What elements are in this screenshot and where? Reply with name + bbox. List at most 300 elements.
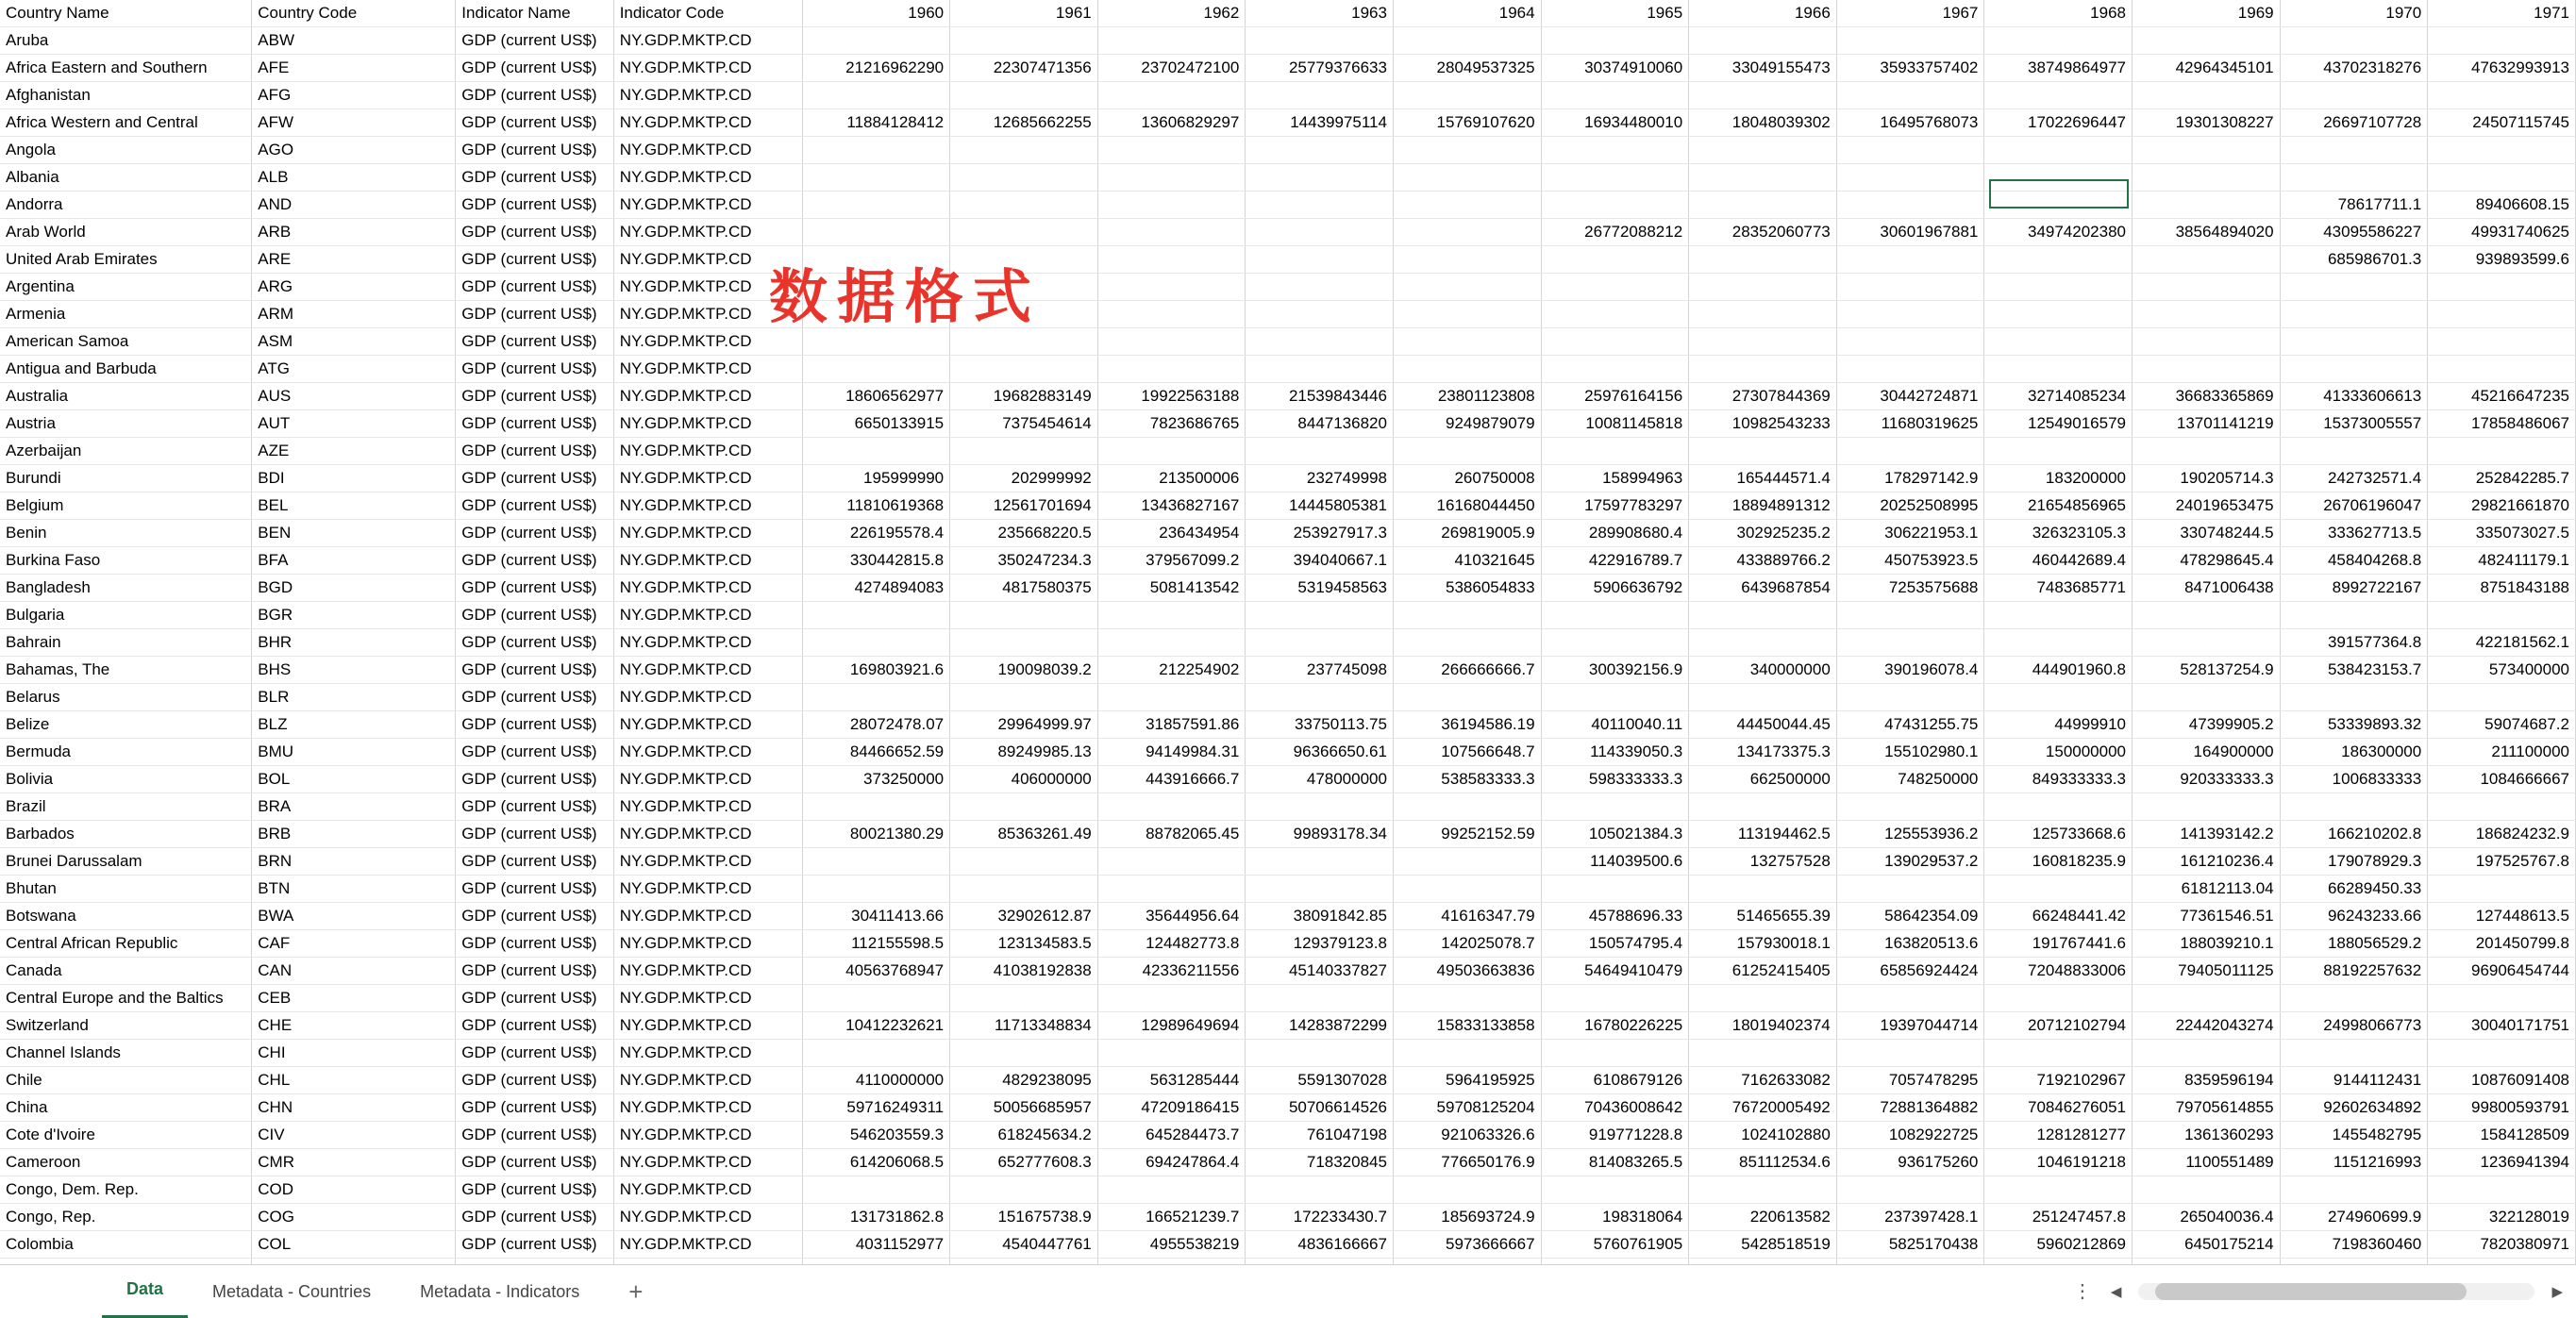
- cell-country_name[interactable]: Andorra: [0, 192, 252, 219]
- cell-1966[interactable]: [1689, 1040, 1837, 1067]
- cell-1964[interactable]: [1393, 328, 1541, 356]
- cell-country_code[interactable]: AFW: [252, 109, 456, 137]
- cell-1963[interactable]: 8447136820: [1246, 410, 1394, 438]
- cell-1964[interactable]: [1393, 301, 1541, 328]
- cell-1968[interactable]: [1984, 1176, 2133, 1204]
- cell-1968[interactable]: [1984, 328, 2133, 356]
- cell-1964[interactable]: 99252152.59: [1393, 821, 1541, 848]
- cell-1961[interactable]: [950, 985, 1098, 1012]
- cell-country_name[interactable]: Austria: [0, 410, 252, 438]
- table-row[interactable]: [0, 82, 2576, 109]
- cell-1968[interactable]: [1984, 192, 2133, 219]
- cell-1969[interactable]: 38564894020: [2133, 219, 2281, 246]
- cell-1961[interactable]: [950, 602, 1098, 629]
- cell-indicator_name[interactable]: GDP (current US$): [456, 465, 613, 492]
- cell-indicator_code[interactable]: NY.GDP.MKTP.CD: [613, 985, 802, 1012]
- column-header-indicator-name[interactable]: Indicator Name: [456, 0, 613, 27]
- cell-1966[interactable]: 33049155473: [1689, 55, 1837, 82]
- cell-1962[interactable]: [1097, 27, 1246, 55]
- cell-1962[interactable]: [1097, 82, 1246, 109]
- cell-1961[interactable]: [950, 793, 1098, 821]
- cell-1962[interactable]: [1097, 164, 1246, 192]
- cell-1965[interactable]: [1541, 438, 1689, 465]
- cell-1968[interactable]: 160818235.9: [1984, 848, 2133, 876]
- cell-1967[interactable]: [1836, 246, 1984, 274]
- cell-1961[interactable]: [950, 1040, 1098, 1067]
- cell-1963[interactable]: 99893178.34: [1246, 821, 1394, 848]
- table-row[interactable]: [0, 356, 2576, 383]
- cell-1970[interactable]: 78617711.1: [2280, 192, 2428, 219]
- cell-1961[interactable]: 235668220.5: [950, 520, 1098, 547]
- cell-1970[interactable]: 7198360460: [2280, 1231, 2428, 1259]
- cell-1961[interactable]: 4829238095: [950, 1067, 1098, 1094]
- cell-1960[interactable]: 330442815.8: [802, 547, 950, 575]
- cell-1961[interactable]: [950, 219, 1098, 246]
- cell-country_code[interactable]: CHN: [252, 1094, 456, 1122]
- scroll-left-icon[interactable]: ◀: [2110, 1284, 2122, 1300]
- cell-1969[interactable]: 920333333.3: [2133, 766, 2281, 793]
- cell-1963[interactable]: [1246, 793, 1394, 821]
- table-row[interactable]: [0, 848, 2576, 876]
- cell-1967[interactable]: [1836, 1176, 1984, 1204]
- cell-1960[interactable]: 10412232621: [802, 1012, 950, 1040]
- cell-1960[interactable]: [802, 876, 950, 903]
- cell-1961[interactable]: [950, 301, 1098, 328]
- cell-1967[interactable]: 30601967881: [1836, 219, 1984, 246]
- cell-1970[interactable]: 24998066773: [2280, 1012, 2428, 1040]
- cell-1971[interactable]: 482411179.1: [2428, 547, 2576, 575]
- cell-1964[interactable]: [1393, 438, 1541, 465]
- cell-1971[interactable]: [2428, 438, 2576, 465]
- cell-1967[interactable]: [1836, 137, 1984, 164]
- cell-indicator_name[interactable]: GDP (current US$): [456, 27, 613, 55]
- cell-1966[interactable]: 18894891312: [1689, 492, 1837, 520]
- cell-1969[interactable]: 141393142.2: [2133, 821, 2281, 848]
- table-row[interactable]: [0, 109, 2576, 137]
- cell-1965[interactable]: [1541, 328, 1689, 356]
- cell-1967[interactable]: 58642354.09: [1836, 903, 1984, 930]
- cell-1968[interactable]: 1046191218: [1984, 1149, 2133, 1176]
- cell-1970[interactable]: [2280, 793, 2428, 821]
- cell-1966[interactable]: 6439687854: [1689, 575, 1837, 602]
- cell-1960[interactable]: 546203559.3: [802, 1122, 950, 1149]
- cell-1963[interactable]: 5591307028: [1246, 1067, 1394, 1094]
- cell-1967[interactable]: [1836, 793, 1984, 821]
- cell-indicator_name[interactable]: GDP (current US$): [456, 793, 613, 821]
- cell-indicator_code[interactable]: NY.GDP.MKTP.CD: [613, 1231, 802, 1259]
- cell-1970[interactable]: 66289450.33: [2280, 876, 2428, 903]
- cell-1964[interactable]: 23801123808: [1393, 383, 1541, 410]
- cell-1964[interactable]: 5964195925: [1393, 1067, 1541, 1094]
- cell-1970[interactable]: [2280, 684, 2428, 711]
- cell-1965[interactable]: 114039500.6: [1541, 848, 1689, 876]
- cell-1962[interactable]: 645284473.7: [1097, 1122, 1246, 1149]
- table-row[interactable]: [0, 547, 2576, 575]
- cell-indicator_name[interactable]: GDP (current US$): [456, 219, 613, 246]
- cell-indicator_code[interactable]: NY.GDP.MKTP.CD: [613, 930, 802, 958]
- cell-1965[interactable]: [1541, 82, 1689, 109]
- cell-1960[interactable]: 40563768947: [802, 958, 950, 985]
- cell-1961[interactable]: 4817580375: [950, 575, 1098, 602]
- cell-1969[interactable]: 6450175214: [2133, 1231, 2281, 1259]
- cell-1961[interactable]: 406000000: [950, 766, 1098, 793]
- cell-country_name[interactable]: Bangladesh: [0, 575, 252, 602]
- cell-1960[interactable]: 4274894083: [802, 575, 950, 602]
- cell-indicator_code[interactable]: NY.GDP.MKTP.CD: [613, 301, 802, 328]
- cell-1970[interactable]: [2280, 164, 2428, 192]
- cell-1968[interactable]: 70846276051: [1984, 1094, 2133, 1122]
- cell-1960[interactable]: [802, 27, 950, 55]
- cell-1960[interactable]: 18606562977: [802, 383, 950, 410]
- cell-1964[interactable]: [1393, 684, 1541, 711]
- cell-1968[interactable]: [1984, 629, 2133, 657]
- cell-1965[interactable]: [1541, 164, 1689, 192]
- cell-1969[interactable]: 8471006438: [2133, 575, 2281, 602]
- cell-1971[interactable]: [2428, 328, 2576, 356]
- cell-1968[interactable]: [1984, 164, 2133, 192]
- cell-1966[interactable]: [1689, 274, 1837, 301]
- cell-1971[interactable]: [2428, 876, 2576, 903]
- cell-1966[interactable]: 7162633082: [1689, 1067, 1837, 1094]
- cell-indicator_name[interactable]: GDP (current US$): [456, 684, 613, 711]
- cell-1965[interactable]: [1541, 793, 1689, 821]
- cell-1971[interactable]: [2428, 27, 2576, 55]
- cell-1968[interactable]: [1984, 684, 2133, 711]
- table-row[interactable]: [0, 711, 2576, 739]
- cell-1962[interactable]: 694247864.4: [1097, 1149, 1246, 1176]
- cell-1963[interactable]: [1246, 356, 1394, 383]
- cell-1969[interactable]: 164900000: [2133, 739, 2281, 766]
- cell-1960[interactable]: [802, 684, 950, 711]
- cell-1971[interactable]: 7820380971: [2428, 1231, 2576, 1259]
- cell-country_name[interactable]: Bermuda: [0, 739, 252, 766]
- cell-indicator_code[interactable]: NY.GDP.MKTP.CD: [613, 137, 802, 164]
- cell-1964[interactable]: 59708125204: [1393, 1094, 1541, 1122]
- cell-1965[interactable]: 70436008642: [1541, 1094, 1689, 1122]
- cell-1965[interactable]: 158994963: [1541, 465, 1689, 492]
- cell-country_code[interactable]: CHI: [252, 1040, 456, 1067]
- cell-indicator_code[interactable]: NY.GDP.MKTP.CD: [613, 1204, 802, 1231]
- cell-1970[interactable]: [2280, 27, 2428, 55]
- cell-1965[interactable]: 300392156.9: [1541, 657, 1689, 684]
- cell-country_name[interactable]: Canada: [0, 958, 252, 985]
- cell-1969[interactable]: [2133, 137, 2281, 164]
- cell-country_code[interactable]: ABW: [252, 27, 456, 55]
- cell-1966[interactable]: 5428518519: [1689, 1231, 1837, 1259]
- cell-country_name[interactable]: Central Europe and the Baltics: [0, 985, 252, 1012]
- cell-1964[interactable]: [1393, 82, 1541, 109]
- cell-indicator_name[interactable]: GDP (current US$): [456, 82, 613, 109]
- cell-1961[interactable]: 41038192838: [950, 958, 1098, 985]
- cell-1962[interactable]: [1097, 985, 1246, 1012]
- cell-1961[interactable]: [950, 164, 1098, 192]
- cell-1960[interactable]: [802, 219, 950, 246]
- cell-1970[interactable]: 1006833333: [2280, 766, 2428, 793]
- table-row[interactable]: [0, 1176, 2576, 1204]
- cell-country_code[interactable]: AZE: [252, 438, 456, 465]
- cell-1971[interactable]: [2428, 82, 2576, 109]
- cell-1967[interactable]: [1836, 274, 1984, 301]
- table-row[interactable]: [0, 465, 2576, 492]
- cell-1971[interactable]: [2428, 1176, 2576, 1204]
- cell-1961[interactable]: 32902612.87: [950, 903, 1098, 930]
- cell-1964[interactable]: [1393, 246, 1541, 274]
- cell-1970[interactable]: 88192257632: [2280, 958, 2428, 985]
- cell-1969[interactable]: [2133, 301, 2281, 328]
- cell-1965[interactable]: 40110040.11: [1541, 711, 1689, 739]
- cell-1964[interactable]: [1393, 274, 1541, 301]
- cell-1964[interactable]: 15769107620: [1393, 109, 1541, 137]
- cell-1961[interactable]: 190098039.2: [950, 657, 1098, 684]
- cell-indicator_code[interactable]: NY.GDP.MKTP.CD: [613, 274, 802, 301]
- cell-1967[interactable]: 11680319625: [1836, 410, 1984, 438]
- cell-1965[interactable]: 25976164156: [1541, 383, 1689, 410]
- cell-1962[interactable]: 5081413542: [1097, 575, 1246, 602]
- cell-indicator_name[interactable]: GDP (current US$): [456, 575, 613, 602]
- table-row[interactable]: [0, 492, 2576, 520]
- cell-1970[interactable]: [2280, 301, 2428, 328]
- cell-1969[interactable]: 19301308227: [2133, 109, 2281, 137]
- cell-1962[interactable]: 124482773.8: [1097, 930, 1246, 958]
- cell-1961[interactable]: 618245634.2: [950, 1122, 1098, 1149]
- cell-1968[interactable]: 21654856965: [1984, 492, 2133, 520]
- table-row[interactable]: [0, 1067, 2576, 1094]
- cell-1961[interactable]: [950, 876, 1098, 903]
- cell-1969[interactable]: [2133, 82, 2281, 109]
- cell-1967[interactable]: [1836, 985, 1984, 1012]
- cell-indicator_code[interactable]: NY.GDP.MKTP.CD: [613, 711, 802, 739]
- cell-indicator_name[interactable]: GDP (current US$): [456, 711, 613, 739]
- cell-country_name[interactable]: Congo, Dem. Rep.: [0, 1176, 252, 1204]
- cell-1961[interactable]: [950, 137, 1098, 164]
- cell-country_name[interactable]: Central African Republic: [0, 930, 252, 958]
- cell-indicator_code[interactable]: NY.GDP.MKTP.CD: [613, 27, 802, 55]
- cell-1960[interactable]: [802, 356, 950, 383]
- cell-1961[interactable]: [950, 27, 1098, 55]
- cell-country_name[interactable]: Burundi: [0, 465, 252, 492]
- cell-country_code[interactable]: AGO: [252, 137, 456, 164]
- cell-1970[interactable]: 43702318276: [2280, 55, 2428, 82]
- cell-country_code[interactable]: BRA: [252, 793, 456, 821]
- cell-1967[interactable]: [1836, 27, 1984, 55]
- cell-1966[interactable]: 27307844369: [1689, 383, 1837, 410]
- cell-1963[interactable]: [1246, 164, 1394, 192]
- cell-1963[interactable]: [1246, 246, 1394, 274]
- cell-1966[interactable]: 76720005492: [1689, 1094, 1837, 1122]
- cell-indicator_code[interactable]: NY.GDP.MKTP.CD: [613, 55, 802, 82]
- cell-country_code[interactable]: BDI: [252, 465, 456, 492]
- cell-country_code[interactable]: BHR: [252, 629, 456, 657]
- cell-1967[interactable]: 237397428.1: [1836, 1204, 1984, 1231]
- cell-1971[interactable]: 24507115745: [2428, 109, 2576, 137]
- cell-1969[interactable]: 79405011125: [2133, 958, 2281, 985]
- cell-1969[interactable]: 47399905.2: [2133, 711, 2281, 739]
- cell-1971[interactable]: [2428, 301, 2576, 328]
- cell-1966[interactable]: [1689, 876, 1837, 903]
- cell-1967[interactable]: 5825170438: [1836, 1231, 1984, 1259]
- cell-country_code[interactable]: AFG: [252, 82, 456, 109]
- cell-1968[interactable]: 38749864977: [1984, 55, 2133, 82]
- cell-1964[interactable]: 5386054833: [1393, 575, 1541, 602]
- cell-1964[interactable]: 266666666.7: [1393, 657, 1541, 684]
- cell-1963[interactable]: [1246, 602, 1394, 629]
- cell-1966[interactable]: 132757528: [1689, 848, 1837, 876]
- cell-1963[interactable]: [1246, 1176, 1394, 1204]
- cell-country_code[interactable]: ARB: [252, 219, 456, 246]
- cell-1967[interactable]: 7253575688: [1836, 575, 1984, 602]
- cell-1962[interactable]: 212254902: [1097, 657, 1246, 684]
- cell-1961[interactable]: [950, 438, 1098, 465]
- cell-country_code[interactable]: BGR: [252, 602, 456, 629]
- cell-indicator_name[interactable]: GDP (current US$): [456, 137, 613, 164]
- cell-1965[interactable]: 54649410479: [1541, 958, 1689, 985]
- cell-country_code[interactable]: ALB: [252, 164, 456, 192]
- cell-1960[interactable]: [802, 438, 950, 465]
- cell-1962[interactable]: 379567099.2: [1097, 547, 1246, 575]
- column-header-1964[interactable]: 1964: [1393, 0, 1541, 27]
- cell-indicator_name[interactable]: GDP (current US$): [456, 629, 613, 657]
- cell-1963[interactable]: [1246, 219, 1394, 246]
- cell-1964[interactable]: 41616347.79: [1393, 903, 1541, 930]
- table-row[interactable]: [0, 27, 2576, 55]
- cell-1969[interactable]: 24019653475: [2133, 492, 2281, 520]
- table-row[interactable]: [0, 575, 2576, 602]
- cell-country_code[interactable]: CHE: [252, 1012, 456, 1040]
- cell-indicator_code[interactable]: NY.GDP.MKTP.CD: [613, 739, 802, 766]
- cell-1965[interactable]: [1541, 1176, 1689, 1204]
- cell-1964[interactable]: [1393, 164, 1541, 192]
- cell-1960[interactable]: 4110000000: [802, 1067, 950, 1094]
- cell-indicator_code[interactable]: NY.GDP.MKTP.CD: [613, 1067, 802, 1094]
- cell-1961[interactable]: 11713348834: [950, 1012, 1098, 1040]
- cell-1968[interactable]: 12549016579: [1984, 410, 2133, 438]
- cell-1969[interactable]: [2133, 629, 2281, 657]
- scrollbar-thumb[interactable]: [2155, 1283, 2467, 1300]
- cell-1960[interactable]: [802, 985, 950, 1012]
- cell-country_name[interactable]: Barbados: [0, 821, 252, 848]
- cell-1960[interactable]: 614206068.5: [802, 1149, 950, 1176]
- cell-country_name[interactable]: Argentina: [0, 274, 252, 301]
- cell-1961[interactable]: [950, 82, 1098, 109]
- cell-1968[interactable]: 150000000: [1984, 739, 2133, 766]
- cell-indicator_name[interactable]: GDP (current US$): [456, 164, 613, 192]
- cell-indicator_name[interactable]: GDP (current US$): [456, 657, 613, 684]
- cell-1968[interactable]: [1984, 793, 2133, 821]
- cell-1969[interactable]: [2133, 356, 2281, 383]
- cell-1969[interactable]: 8359596194: [2133, 1067, 2281, 1094]
- cell-1966[interactable]: 10982543233: [1689, 410, 1837, 438]
- cell-country_name[interactable]: Colombia: [0, 1231, 252, 1259]
- cell-1966[interactable]: 51465655.39: [1689, 903, 1837, 930]
- cell-1968[interactable]: [1984, 1040, 2133, 1067]
- cell-indicator_code[interactable]: NY.GDP.MKTP.CD: [613, 1176, 802, 1204]
- cell-1963[interactable]: 14445805381: [1246, 492, 1394, 520]
- cell-1970[interactable]: [2280, 356, 2428, 383]
- cell-1969[interactable]: [2133, 438, 2281, 465]
- cell-country_name[interactable]: American Samoa: [0, 328, 252, 356]
- cell-country_code[interactable]: COD: [252, 1176, 456, 1204]
- table-row[interactable]: [0, 274, 2576, 301]
- cell-country_name[interactable]: Cote d'Ivoire: [0, 1122, 252, 1149]
- cell-1964[interactable]: [1393, 192, 1541, 219]
- cell-country_code[interactable]: BHS: [252, 657, 456, 684]
- table-row[interactable]: [0, 1012, 2576, 1040]
- cell-indicator_code[interactable]: NY.GDP.MKTP.CD: [613, 383, 802, 410]
- cell-1967[interactable]: 47431255.75: [1836, 711, 1984, 739]
- column-header-1968[interactable]: 1968: [1984, 0, 2133, 27]
- cell-1961[interactable]: 151675738.9: [950, 1204, 1098, 1231]
- cell-country_code[interactable]: BEL: [252, 492, 456, 520]
- cell-1966[interactable]: 61252415405: [1689, 958, 1837, 985]
- cell-indicator_code[interactable]: NY.GDP.MKTP.CD: [613, 1094, 802, 1122]
- cell-country_name[interactable]: Angola: [0, 137, 252, 164]
- cell-1970[interactable]: [2280, 602, 2428, 629]
- cell-indicator_code[interactable]: NY.GDP.MKTP.CD: [613, 848, 802, 876]
- cell-1960[interactable]: 11810619368: [802, 492, 950, 520]
- cell-country_code[interactable]: CMR: [252, 1149, 456, 1176]
- cell-1965[interactable]: 30374910060: [1541, 55, 1689, 82]
- cell-1962[interactable]: 236434954: [1097, 520, 1246, 547]
- cell-1964[interactable]: 28049537325: [1393, 55, 1541, 82]
- column-header-1966[interactable]: 1966: [1689, 0, 1837, 27]
- cell-1964[interactable]: [1393, 793, 1541, 821]
- cell-1960[interactable]: [802, 82, 950, 109]
- cell-indicator_name[interactable]: GDP (current US$): [456, 958, 613, 985]
- cell-indicator_name[interactable]: GDP (current US$): [456, 930, 613, 958]
- cell-1965[interactable]: [1541, 684, 1689, 711]
- cell-1962[interactable]: 213500006: [1097, 465, 1246, 492]
- cell-1970[interactable]: 26697107728: [2280, 109, 2428, 137]
- table-row[interactable]: [0, 246, 2576, 274]
- cell-country_name[interactable]: Belarus: [0, 684, 252, 711]
- cell-indicator_code[interactable]: NY.GDP.MKTP.CD: [613, 766, 802, 793]
- cell-1971[interactable]: [2428, 356, 2576, 383]
- cell-indicator_code[interactable]: NY.GDP.MKTP.CD: [613, 575, 802, 602]
- cell-1961[interactable]: 4540447761: [950, 1231, 1098, 1259]
- table-row[interactable]: [0, 438, 2576, 465]
- cell-1970[interactable]: 179078929.3: [2280, 848, 2428, 876]
- cell-1966[interactable]: [1689, 27, 1837, 55]
- cell-1962[interactable]: [1097, 602, 1246, 629]
- cell-1968[interactable]: 34974202380: [1984, 219, 2133, 246]
- cell-1967[interactable]: 65856924424: [1836, 958, 1984, 985]
- cell-1969[interactable]: 22442043274: [2133, 1012, 2281, 1040]
- table-row[interactable]: [0, 192, 2576, 219]
- cell-1965[interactable]: 17597783297: [1541, 492, 1689, 520]
- cell-1961[interactable]: 50056685957: [950, 1094, 1098, 1122]
- cell-1960[interactable]: [802, 629, 950, 657]
- cell-1966[interactable]: [1689, 684, 1837, 711]
- cell-1965[interactable]: [1541, 356, 1689, 383]
- cell-1967[interactable]: [1836, 301, 1984, 328]
- cell-1963[interactable]: 5319458563: [1246, 575, 1394, 602]
- cell-1960[interactable]: 59716249311: [802, 1094, 950, 1122]
- cell-indicator_code[interactable]: NY.GDP.MKTP.CD: [613, 438, 802, 465]
- cell-1969[interactable]: [2133, 246, 2281, 274]
- cell-1965[interactable]: 114339050.3: [1541, 739, 1689, 766]
- cell-1970[interactable]: [2280, 985, 2428, 1012]
- cell-1962[interactable]: [1097, 137, 1246, 164]
- cell-country_code[interactable]: ATG: [252, 356, 456, 383]
- cell-1961[interactable]: 29964999.97: [950, 711, 1098, 739]
- cell-1967[interactable]: 306221953.1: [1836, 520, 1984, 547]
- cell-1964[interactable]: 16168044450: [1393, 492, 1541, 520]
- table-row[interactable]: [0, 930, 2576, 958]
- cell-1968[interactable]: 326323105.3: [1984, 520, 2133, 547]
- cell-1969[interactable]: [2133, 602, 2281, 629]
- cell-indicator_name[interactable]: GDP (current US$): [456, 1204, 613, 1231]
- cell-1970[interactable]: 391577364.8: [2280, 629, 2428, 657]
